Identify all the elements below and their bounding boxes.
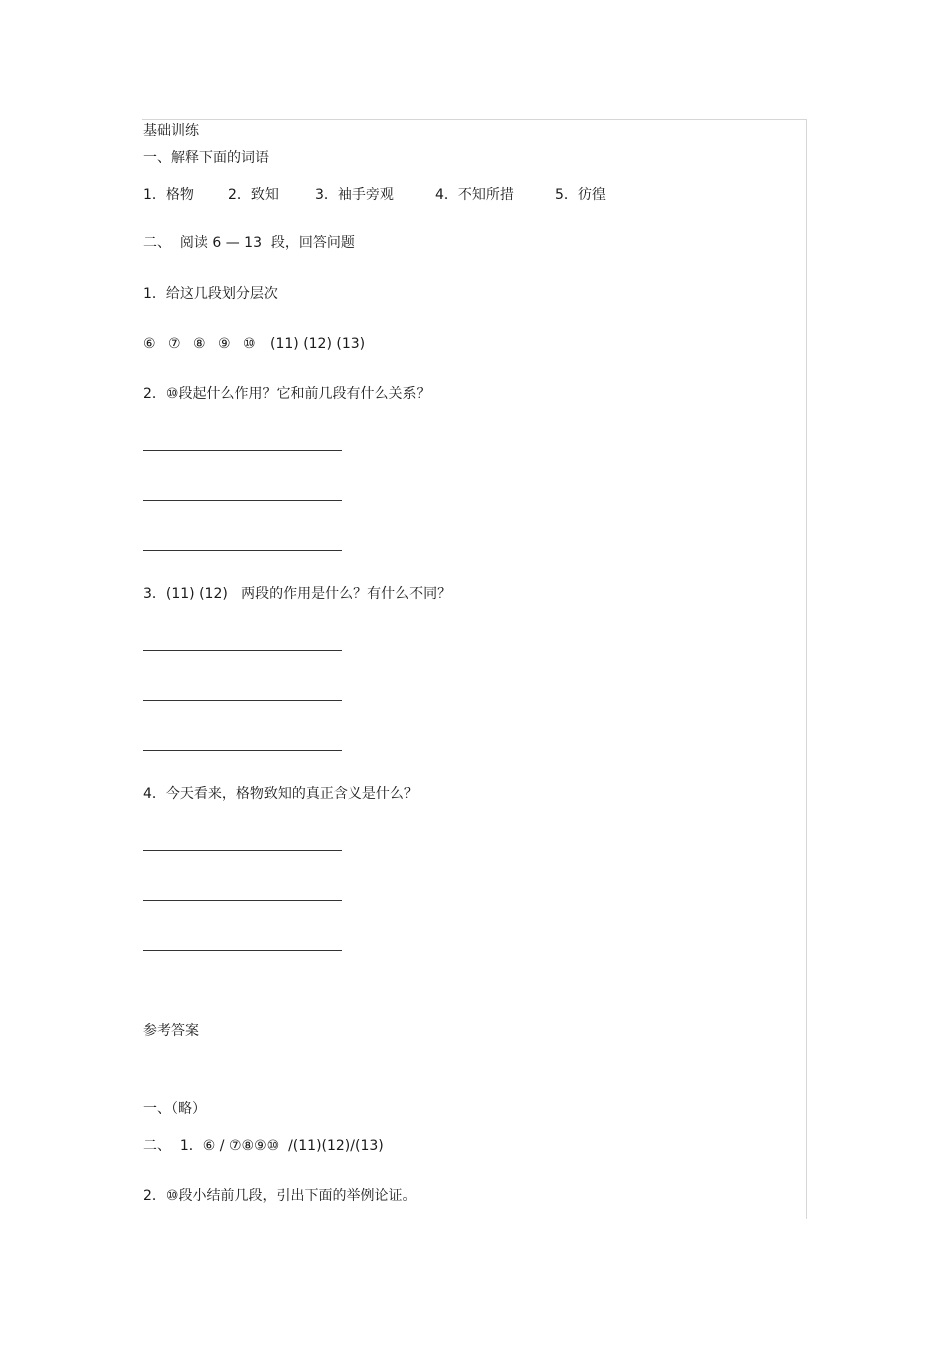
answer-line bbox=[143, 500, 342, 501]
question-1: 1．给这几段划分层次 bbox=[143, 286, 278, 302]
answer-line bbox=[143, 650, 342, 651]
part1-heading: 一、解释下面的词语 bbox=[143, 150, 269, 166]
marker-11-13: (11) (12) (13) bbox=[270, 336, 366, 352]
question-4: 4．今天看来，格物致知的真正含义是什么？ bbox=[143, 786, 418, 802]
part2-heading: 二、 阅读 6 — 13 段，回答问题 bbox=[143, 235, 355, 251]
marker-10: ⑩ bbox=[243, 336, 256, 352]
answer-line bbox=[143, 700, 342, 701]
answer-2: 二、 1．⑥ / ⑦⑧⑨⑩ /(11)(12)/(13) bbox=[143, 1138, 384, 1154]
question-2: 2．⑩段起什么作用？它和前几段有什么关系？ bbox=[143, 386, 431, 402]
term-2: 2．致知 bbox=[228, 187, 279, 203]
marker-6: ⑥ bbox=[143, 336, 156, 352]
answer-line bbox=[143, 450, 342, 451]
answer-3: 2．⑩段小结前几段，引出下面的举例论证。 bbox=[143, 1188, 417, 1204]
term-1: 1．格物 bbox=[143, 187, 194, 203]
answer-line bbox=[143, 550, 342, 551]
answer-1: 一、（略） bbox=[143, 1101, 206, 1117]
section-title: 基础训练 bbox=[143, 123, 199, 139]
answer-line bbox=[143, 900, 342, 901]
term-4: 4．不知所措 bbox=[435, 187, 514, 203]
marker-8: ⑧ bbox=[193, 336, 206, 352]
term-5: 5．彷徨 bbox=[555, 187, 606, 203]
answers-heading: 参考答案 bbox=[143, 1023, 199, 1039]
page-frame bbox=[142, 119, 807, 1219]
question-3: 3．(11) (12) 两段的作用是什么？有什么不同？ bbox=[143, 586, 452, 602]
term-3: 3．袖手旁观 bbox=[315, 187, 394, 203]
marker-9: ⑨ bbox=[218, 336, 231, 352]
answer-line bbox=[143, 750, 342, 751]
marker-7: ⑦ bbox=[168, 336, 181, 352]
answer-line bbox=[143, 950, 342, 951]
answer-line bbox=[143, 850, 342, 851]
